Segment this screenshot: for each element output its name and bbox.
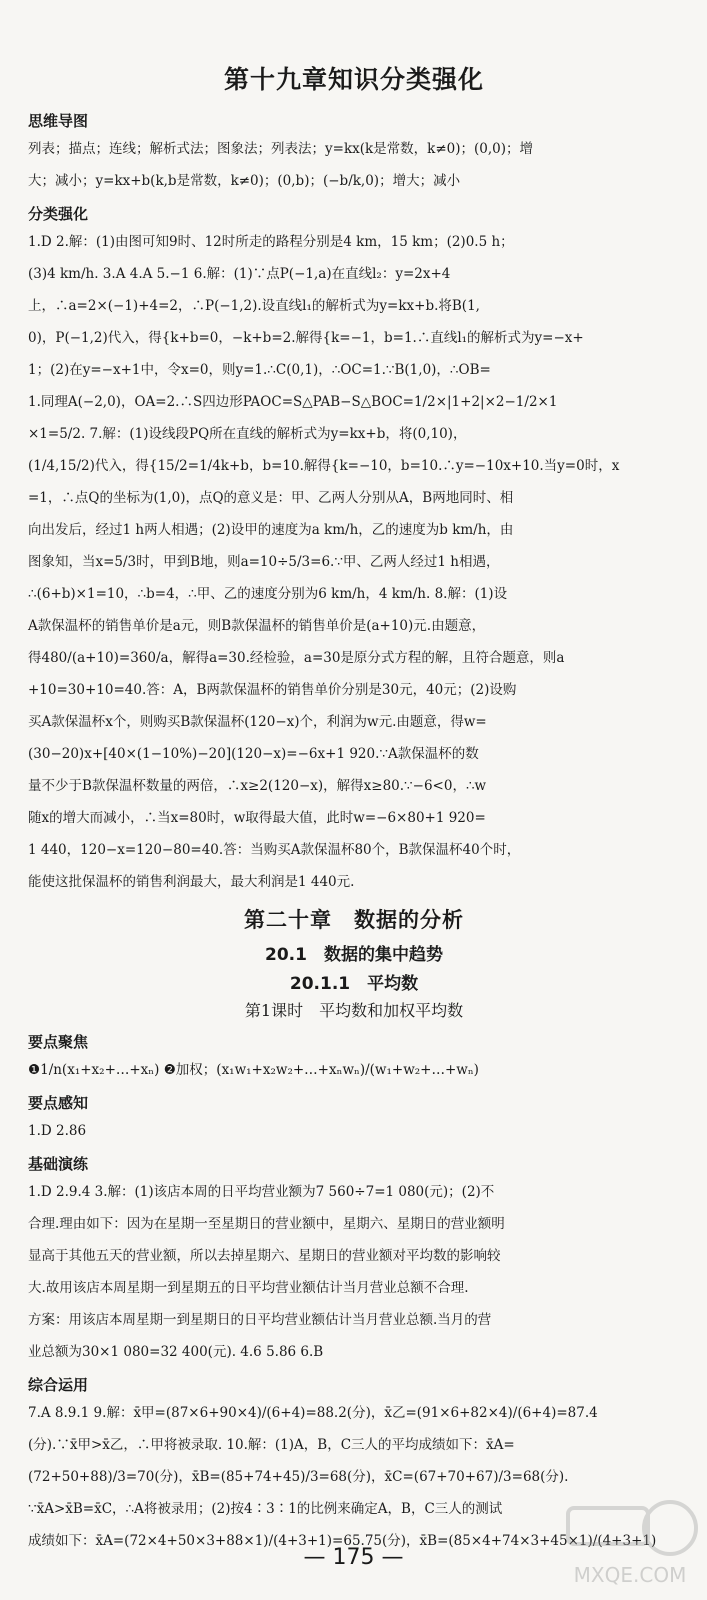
page-content bbox=[28, 60, 680, 1557]
perception-heading: 要点感知 bbox=[28, 1094, 89, 1112]
classify-line: (3)4 km/h. 3.A 4.A 5.−1 6.解：(1)∵点P(−1,a)在直线l₂：y=2x+4 bbox=[28, 266, 451, 282]
applied-line: 成绩如下：x̄A=(72×4+50×3+88×1)/(4+3+1)=65.75(分)，x̄B=(85×4+74×3+45×1)/(4+3+1) bbox=[28, 1533, 657, 1549]
mindmap-heading: 思维导图 bbox=[28, 112, 89, 130]
subsection-title: 20.1.1 平均数 bbox=[289, 974, 419, 994]
chapter19-title: 第十九章知识分类强化 bbox=[223, 65, 484, 94]
keypoints-line: ❶1/n(x₁+x₂+…+xₙ) ❷加权；(x₁w₁+x₂w₂+…+xₙwₙ)/(w₁+w₂+…+wₙ) bbox=[28, 1062, 479, 1078]
basic-line: 显高于其他五天的营业额，所以去掉星期六、星期日的营业额对平均数的影响较 bbox=[28, 1248, 501, 1264]
mindmap-block bbox=[28, 133, 680, 197]
classify-line: 得480/(a+10)=360/a，解得a=30.经检验，a=30是原分式方程的解，且符合题意，则a bbox=[28, 650, 565, 666]
classify-line: 买A款保温杯x个，则购买B款保温杯(120−x)个，利润为w元.由题意，得w= bbox=[28, 714, 487, 730]
classify-line: 0)，P(−1,2)代入，得{k+b=0，−k+b=2.解得{k=−1，b=1.∴直线l₁的解析式为y=−x+ bbox=[28, 330, 584, 346]
classify-line: (30−20)x+[40×(1−10%)−20](120−x)=−6x+1 920.∵A款保温杯的数 bbox=[28, 746, 479, 762]
classify-line: ×1=5/2. 7.解：(1)设线段PQ所在直线的解析式为y=kx+b，将(0,10)， bbox=[28, 426, 467, 442]
mindmap-line: 大；减小；y=kx+b(k,b是常数，k≠0)；(0,b)；(−b/k,0)；增大；减小 bbox=[28, 173, 461, 189]
basic-line: 大.故用该店本周星期一到星期五的日平均营业额估计当月营业总额不合理. bbox=[28, 1280, 469, 1296]
classify-line: (1/4,15/2)代入，得{15/2=1/4k+b，b=10.解得{k=−10，b=10.∴y=−10x+10.当y=0时，x bbox=[28, 458, 620, 474]
applied-heading: 综合运用 bbox=[28, 1376, 89, 1394]
classify-line: 1.同理A(−2,0)，OA=2.∴S四边形PAOC=S△PAB−S△BOC=1/2×|1+2|×2−1/2×1 bbox=[28, 394, 558, 410]
section-title: 20.1 数据的集中趋势 bbox=[265, 945, 443, 965]
lesson-title: 第1课时 平均数和加权平均数 bbox=[244, 1001, 464, 1020]
basic-line: 1.D 2.9.4 3.解：(1)该店本周的日平均营业额为7 560÷7=1 080(元)；(2)不 bbox=[28, 1184, 495, 1200]
basic-line: 合理.理由如下：因为在星期一至星期日的营业额中，星期六、星期日的营业额明 bbox=[28, 1216, 505, 1232]
classify-line: 随x的增大而减小，∴当x=80时，w取得最大值，此时w=−6×80+1 920= bbox=[28, 810, 486, 826]
page-number: — 175 — bbox=[303, 1545, 404, 1570]
classify-block bbox=[28, 226, 680, 898]
applied-line: ∵x̄A>x̄B=x̄C，∴A将被录用；(2)按4∶3∶1的比例来确定A，B，C三人的测试 bbox=[28, 1501, 503, 1517]
classify-line: 能使这批保温杯的销售利润最大，最大利润是1 440元. bbox=[28, 874, 355, 890]
classify-line: +10=30+10=40.答：A，B两款保温杯的销售单价分别是30元，40元；(2)设购 bbox=[28, 682, 517, 698]
applied-line: (分).∵x̄甲>x̄乙，∴甲将被录取. 10.解：(1)A，B，C三人的平均成绩如下：x̄A= bbox=[28, 1437, 515, 1453]
basic-line: 方案：用该店本周星期一到星期日的日平均营业额估计当月营业总额.当月的营 bbox=[28, 1312, 492, 1328]
classify-line: =1，∴点Q的坐标为(1,0)，点Q的意义是：甲、乙两人分别从A，B两地同时、相 bbox=[28, 490, 514, 506]
mindmap-line: 列表；描点；连线；解析式法；图象法；列表法；y=kx(k是常数，k≠0)；(0,0)；增 bbox=[28, 141, 534, 157]
classify-line: 1；(2)在y=−x+1中，令x=0，则y=1.∴C(0,1)，∴OC=1.∵B(1,0)，∴OB= bbox=[28, 362, 491, 378]
watermark-logo bbox=[560, 1490, 700, 1590]
classify-line: 量不少于B款保温杯数量的两倍，∴x≥2(120−x)，解得x≥80.∵−6<0，∴w bbox=[28, 778, 487, 794]
chapter20-title: 第二十章 数据的分析 bbox=[244, 908, 464, 932]
basic-line: 业总额为30×1 080=32 400(元). 4.6 5.86 6.B bbox=[28, 1344, 324, 1360]
classify-line: 1 440，120−x=120−80=40.答：当购买A款保温杯80个，B款保温杯40个时， bbox=[28, 842, 521, 858]
applied-line: 7.A 8.9.1 9.解：x̄甲=(87×6+90×4)/(6+4)=88.2(分)，x̄乙=(91×6+82×4)/(6+4)=87.4 bbox=[28, 1405, 598, 1421]
classify-line: 图象知，当x=5/3时，甲到B地，则a=10÷5/3=6.∵甲、乙两人经过1 h相遇， bbox=[28, 554, 500, 570]
classify-line: 1.D 2.解：(1)由图可知9时、12时所走的路程分别是4 km，15 km；(2)0.5 h； bbox=[28, 234, 514, 250]
classify-line: 向出发后，经过1 h两人相遇；(2)设甲的速度为a km/h，乙的速度为b km/h，由 bbox=[28, 522, 514, 538]
classify-line: ∴(6+b)×1=10，∴b=4，∴甲、乙的速度分别为6 km/h，4 km/h. 8.解：(1)设 bbox=[28, 586, 508, 602]
perception-line: 1.D 2.86 bbox=[28, 1123, 87, 1139]
watermark-text: MXQE.COM bbox=[573, 1563, 687, 1587]
basic-block bbox=[28, 1176, 680, 1368]
classify-line: 上，∴a=2×(−1)+4=2，∴P(−1,2).设直线l₁的解析式为y=kx+b.将B(1, bbox=[28, 298, 480, 314]
basic-heading: 基础演练 bbox=[28, 1155, 89, 1173]
classify-heading: 分类强化 bbox=[28, 205, 89, 223]
keypoints-heading: 要点聚焦 bbox=[28, 1033, 89, 1051]
classify-line: A款保温杯的销售单价是a元，则B款保温杯的销售单价是(a+10)元.由题意， bbox=[28, 618, 486, 634]
applied-line: (72+50+88)/3=70(分)，x̄B=(85+74+45)/3=68(分)，x̄C=(67+70+67)/3=68(分). bbox=[28, 1469, 569, 1485]
